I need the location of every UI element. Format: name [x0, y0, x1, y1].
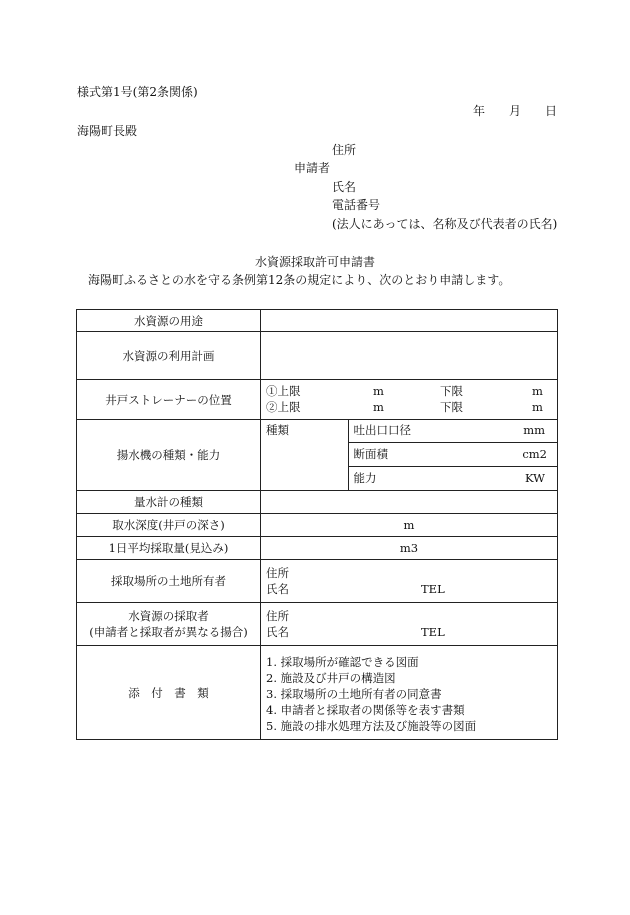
strainer-row1-lower: 下限	[440, 384, 463, 398]
pump-outlet-unit: mm	[523, 423, 545, 437]
attachment-item: 2. 施設及び井戸の構造図	[266, 671, 396, 685]
strainer-row2-upper: ②上限	[266, 400, 301, 414]
attachment-item: 4. 申請者と採取者の関係等を表す書類	[266, 703, 465, 717]
usage-label: 水資源の用途	[77, 310, 261, 332]
meter-field[interactable]	[261, 491, 558, 514]
landowner-tel-label: TEL	[421, 582, 445, 596]
date-day: 日	[545, 104, 558, 118]
applicant-phone-label: 電話番号	[332, 198, 381, 212]
strainer-row2-upper-unit: m	[373, 400, 384, 414]
application-table	[76, 309, 558, 740]
usage-field[interactable]	[261, 310, 558, 332]
strainer-label: 井戸ストレーナーの位置	[77, 380, 261, 420]
strainer-field[interactable]	[261, 380, 558, 420]
form-number: 様式第1号(第2条関係)	[77, 85, 198, 99]
addressee: 海陽町長殿	[77, 124, 138, 138]
pump-area-label: 断面積	[353, 447, 388, 461]
attachment-item: 3. 採取場所の土地所有者の同意書	[266, 687, 442, 701]
collector-label	[77, 603, 261, 646]
pump-area-unit: cm2	[522, 447, 547, 461]
pump-outlet-field[interactable]	[348, 420, 557, 443]
applicant-address-label: 住所	[332, 143, 357, 157]
pump-capacity-field[interactable]	[348, 467, 557, 491]
strainer-row2-lower: 下限	[440, 400, 463, 414]
average-unit: m3	[399, 541, 419, 555]
date-month: 月	[509, 104, 522, 118]
pump-type-label: 種類	[266, 423, 289, 437]
strainer-row2-lower-unit: m	[532, 400, 543, 414]
depth-field[interactable]	[261, 514, 558, 537]
average-field[interactable]	[261, 537, 558, 560]
collector-label-note: (申請者と採取者が異なる揚合)	[89, 625, 248, 639]
usage-plan-label: 水資源の利用計画	[77, 332, 261, 380]
collector-tel-label: TEL	[421, 625, 445, 639]
meter-label: 量水計の種類	[77, 491, 261, 514]
intro-text: 海陽町ふるさとの水を守る条例第12条の規定により、次のとおり申請します。	[88, 273, 511, 287]
landowner-address-label: 住所	[266, 566, 289, 580]
depth-unit: m	[403, 518, 415, 532]
pump-capacity-unit: KW	[524, 471, 545, 485]
attachment-item: 5. 施設の排水処理方法及び施設等の図面	[266, 719, 477, 733]
date-year: 年	[473, 104, 486, 118]
strainer-row1-lower-unit: m	[532, 384, 543, 398]
collector-label-main: 水資源の採取者	[128, 609, 209, 623]
pump-area-field[interactable]	[348, 443, 557, 467]
pump-field	[261, 420, 558, 491]
pump-type-field[interactable]	[261, 420, 348, 490]
applicant-name-label: 氏名	[332, 180, 357, 194]
pump-label: 揚水機の種類・能力	[77, 420, 261, 491]
pump-capacity-label: 能力	[353, 471, 377, 485]
average-label: 1日平均採取量(見込み)	[77, 537, 261, 560]
attachments-label: 添 付 書 類	[77, 646, 261, 740]
applicant-label: 申請者	[294, 161, 331, 175]
strainer-row1-upper: ①上限	[266, 384, 301, 398]
collector-name-label: 氏名	[266, 625, 289, 639]
pump-outlet-label: 吐出口口径	[353, 423, 411, 437]
landowner-name-label: 氏名	[266, 582, 289, 596]
usage-plan-field[interactable]	[261, 332, 558, 380]
landowner-label: 採取場所の土地所有者	[77, 560, 261, 603]
attachment-item: 1. 採取場所が確認できる図面	[266, 655, 419, 669]
collector-field[interactable]	[261, 603, 558, 646]
document-title: 水資源採取許可申請書	[254, 255, 375, 269]
corporate-note: (法人にあっては、名称及び代表者の氏名)	[332, 217, 558, 231]
strainer-row1-upper-unit: m	[373, 384, 384, 398]
collector-address-label: 住所	[266, 609, 289, 623]
depth-label: 取水深度(井戸の深さ)	[77, 514, 261, 537]
landowner-field[interactable]	[261, 560, 558, 603]
attachments-field	[261, 646, 558, 740]
